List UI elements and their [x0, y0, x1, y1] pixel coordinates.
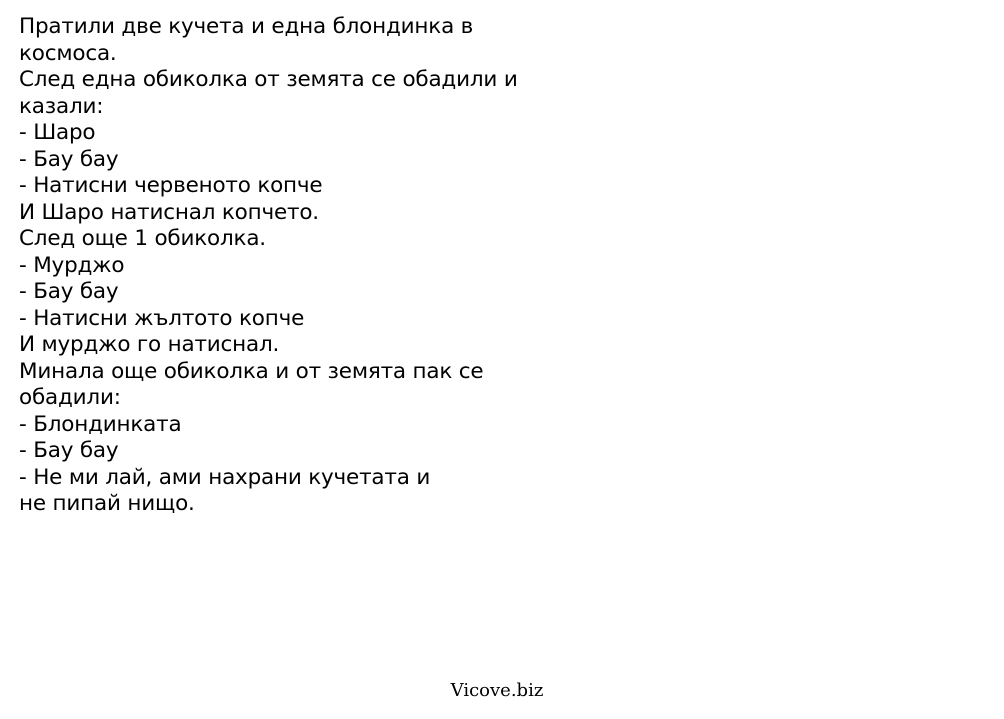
joke-line: казали:	[19, 93, 104, 119]
joke-line: - Мурджо	[19, 252, 125, 278]
site-watermark: Vicove.biz	[450, 680, 544, 701]
joke-line: - Блондинката	[19, 411, 182, 437]
joke-line: - Шаро	[19, 120, 96, 145]
joke-line: И мурджо го натиснал.	[19, 332, 280, 357]
joke-line: обадили:	[19, 385, 121, 410]
joke-line: - Бау бау	[19, 438, 119, 463]
joke-line: - Натисни жълтото копче	[19, 305, 305, 331]
joke-text	[19, 14, 579, 518]
joke-line: Минала още обиколка и от земята пак се	[19, 358, 484, 384]
joke-line: Пратили две кучета и една блондинка в	[19, 14, 474, 39]
joke-line: не пипай нищо.	[19, 491, 195, 516]
joke-line: След една обиколка от земята се обадили и	[19, 67, 518, 92]
joke-line: космоса.	[19, 40, 117, 66]
joke-line: - Бау бау	[19, 279, 119, 304]
joke-line: - Натисни червеното копче	[19, 173, 323, 198]
joke-line: - Не ми лай, ами нахрани кучетата и	[19, 464, 431, 490]
joke-line: - Бау бау	[19, 146, 119, 172]
joke-line: След още 1 обиколка.	[19, 226, 266, 251]
joke-line: И Шаро натиснал копчето.	[19, 199, 319, 225]
